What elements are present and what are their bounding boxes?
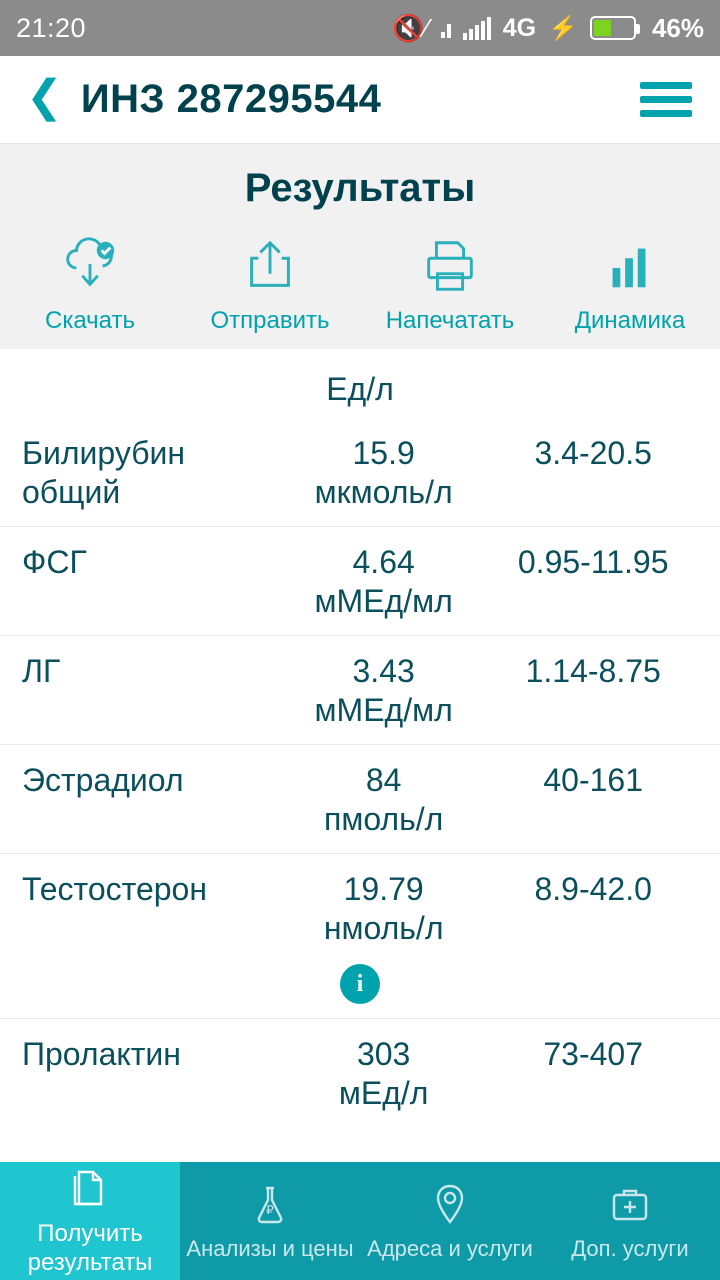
nav-item-addresses-services[interactable] — [360, 1162, 540, 1280]
table-row[interactable] — [0, 418, 720, 526]
table-row[interactable] — [0, 744, 720, 853]
row-value-number: 4.64 — [352, 544, 415, 581]
table-row[interactable] — [0, 1018, 720, 1127]
medical-case-icon — [606, 1180, 654, 1228]
row-value — [279, 870, 489, 948]
table-row[interactable] — [0, 526, 720, 635]
row-analyte-name: Тестостерон — [22, 871, 207, 908]
svg-text:₽: ₽ — [266, 1202, 274, 1217]
share-upload-icon — [239, 235, 301, 297]
battery-percent-label: 46% — [651, 12, 704, 43]
row-reference-range: 1.14-8.75 — [525, 653, 661, 690]
action-send-label: Отправить — [210, 307, 330, 334]
bar-chart-icon — [599, 235, 661, 297]
row-value — [279, 434, 489, 512]
row-value — [279, 761, 489, 839]
row-value-number: 303 — [356, 1036, 411, 1073]
cloud-download-icon — [59, 235, 121, 297]
row-value-unit: пмоль/л — [323, 801, 444, 838]
map-pin-icon — [426, 1180, 474, 1228]
row-value-unit: мМЕд/мл — [314, 583, 453, 620]
row-reference-range: 73-407 — [543, 1036, 644, 1073]
bottom-navigation — [0, 1162, 720, 1280]
page-title: ИНЗ 287295544 — [80, 77, 382, 121]
row-analyte-name: Билирубин общий — [22, 435, 186, 511]
row-reference-range: 0.95-11.95 — [517, 544, 669, 581]
table-row[interactable] — [0, 635, 720, 744]
row-value-unit: мкмоль/л — [314, 474, 453, 511]
results-table[interactable] — [0, 349, 720, 1162]
row-value — [279, 652, 489, 730]
action-print[interactable] — [360, 235, 540, 335]
results-panel — [0, 144, 720, 349]
nav-label-tests-prices: Анализы и цены — [186, 1235, 354, 1261]
row-reference-range: 40-161 — [543, 762, 644, 799]
charging-bolt-icon: ⚡ — [548, 14, 578, 42]
row-value — [279, 1035, 489, 1113]
row-value-unit: мЕд/л — [338, 1075, 429, 1112]
row-value-unit: мМЕд/мл — [314, 692, 453, 729]
document-results-icon — [66, 1164, 114, 1212]
action-dynamics[interactable] — [540, 235, 720, 335]
signal-bars-icon — [463, 16, 491, 40]
vibrate-icon — [441, 18, 451, 38]
unit-header: Ед/л — [326, 371, 394, 407]
row-value-number: 19.79 — [343, 871, 424, 908]
network-type-label: 4G — [502, 13, 537, 42]
info-icon[interactable]: i — [340, 964, 380, 1004]
action-send[interactable] — [180, 235, 360, 335]
battery-icon — [590, 16, 636, 40]
nav-item-extra-services[interactable] — [540, 1162, 720, 1280]
back-chevron-icon[interactable]: ❮ — [26, 71, 63, 121]
table-row[interactable] — [0, 853, 720, 962]
nav-label-addresses-services: Адреса и услуги — [367, 1235, 533, 1261]
row-value-number: 3.43 — [352, 653, 415, 690]
row-analyte-name: Эстрадиол — [22, 762, 184, 799]
action-download[interactable] — [0, 235, 180, 335]
row-analyte-name: ФСГ — [22, 544, 87, 581]
action-bar — [0, 235, 720, 335]
nav-label-extra-services: Доп. услуги — [571, 1235, 689, 1261]
status-bar — [0, 0, 720, 56]
row-value-unit: нмоль/л — [323, 910, 444, 947]
row-value-number: 15.9 — [352, 435, 415, 471]
status-icons — [392, 13, 704, 44]
action-dynamics-label: Динамика — [574, 307, 686, 334]
flask-price-icon — [246, 1180, 294, 1228]
row-value — [279, 543, 489, 621]
results-title: Результаты — [244, 166, 476, 210]
printer-icon — [419, 235, 481, 297]
app-header — [0, 56, 720, 144]
action-download-label: Скачать — [45, 307, 135, 334]
action-print-label: Напечатать — [385, 307, 515, 334]
nav-label-get-results: Получить результаты — [27, 1220, 153, 1276]
nav-item-tests-prices[interactable] — [180, 1162, 360, 1280]
hamburger-menu-icon[interactable] — [634, 76, 698, 123]
nav-item-get-results[interactable] — [0, 1162, 180, 1280]
row-analyte-name: ЛГ — [22, 653, 61, 690]
row-reference-range: 3.4-20.5 — [534, 435, 652, 471]
mute-icon: 🔇⁄ — [391, 12, 429, 43]
status-clock: 21:20 — [16, 12, 87, 43]
row-value-number: 84 — [365, 762, 402, 799]
row-analyte-name: Пролактин — [22, 1036, 181, 1073]
row-reference-range: 8.9-42.0 — [534, 871, 652, 908]
row-info-container — [0, 962, 720, 1018]
